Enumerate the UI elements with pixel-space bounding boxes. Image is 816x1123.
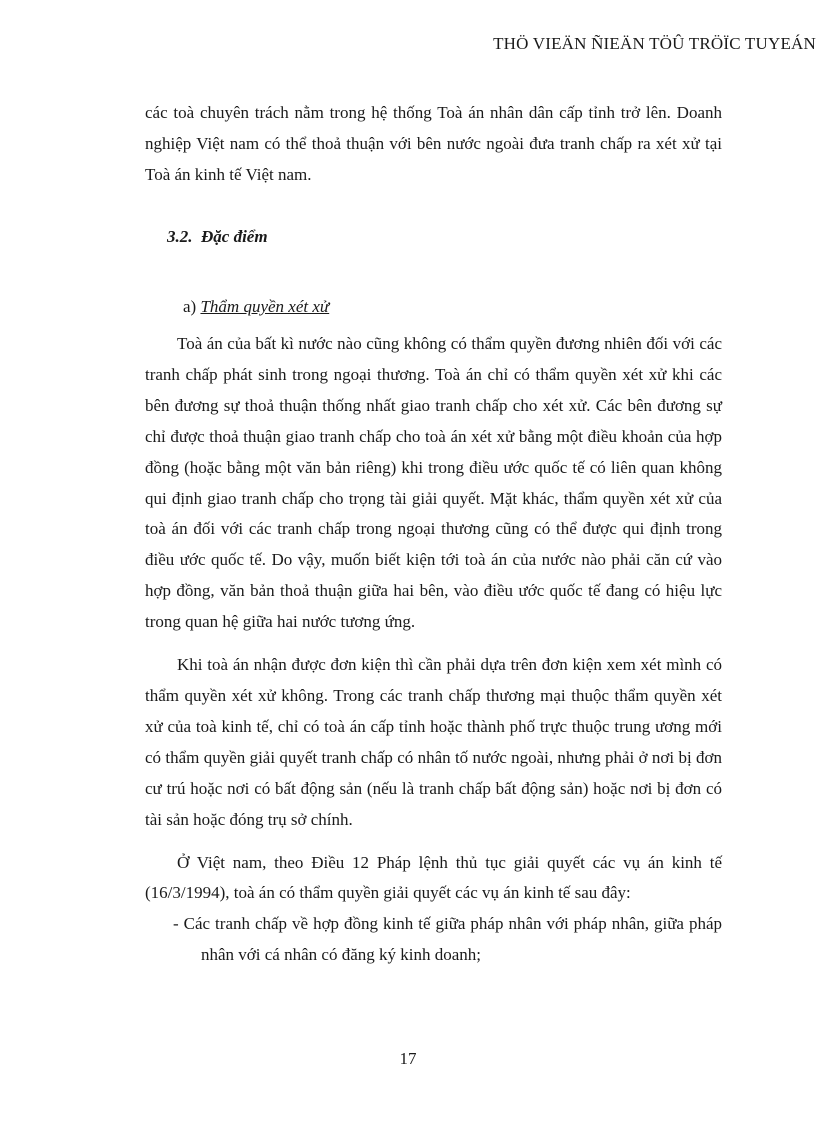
subsection-heading (183, 297, 329, 317)
body-paragraph: Ở Việt nam, theo Điều 12 Pháp lệnh thủ tục giải quyết các vụ án kinh tế (16/3/1994), toà án có thẩm quyền giải quyết các vụ án kinh tế sau đây: (145, 852, 722, 903)
intro-block (145, 98, 722, 191)
body-paragraph: Khi toà án nhận được đơn kiện thì cần phải dựa trên đơn kiện xem xét mình có thẩm quyền xét xử không. Trong các tranh chấp thương mại thuộc thẩm quyền xét xử của toà kinh tế, chỉ có toà án cấp tỉnh hoặc thành phố trực thuộc trung ương mới có thẩm quyền giải quyết tranh chấp có nhân tố nước ngoài, nhưng phải ở nơi bị đơn cư trú hoặc nơi có bất động sản (nếu là tranh chấp bất động sản) hoặc nơi bị đơn có tài sản hoặc đóng trụ sở chính. (145, 655, 722, 829)
page-number: 17 (399, 1049, 417, 1068)
section-heading (167, 227, 268, 247)
intro-paragraph: các toà chuyên trách nằm trong hệ thống Toà án nhân dân cấp tỉnh trở lên. Doanh nghiệp Việt nam có thể thoả thuận với bên nước ngoài đưa tranh chấp ra xét xử tại Toà án kinh tế Việt nam. (145, 103, 722, 184)
section-title: Đặc điểm (201, 227, 268, 246)
section-number: 3.2. (167, 227, 193, 246)
list-item: - Các tranh chấp về hợp đồng kinh tế giữa pháp nhân với pháp nhân, giữa pháp nhân với cá nhân có đăng ký kinh doanh; (173, 914, 722, 965)
subsection-title: Thẩm quyền xét xử (200, 297, 330, 316)
body-block (145, 329, 722, 971)
body-paragraph: Toà án của bất kì nước nào cũng không có thẩm quyền đương nhiên đối với các tranh chấp phát sinh trong ngoại thương. Toà án chỉ có thẩm quyền xét xử khi các bên đương sự thoả thuận thống nhất giao tranh chấp cho xét xử. Các bên đương sự chỉ được thoả thuận giao tranh chấp cho toà án xét xử bằng một điều khoản của hợp đồng (hoặc bằng một văn bản riêng) khi trong điều ước quốc tế có liên quan không qui định giao tranh chấp cho trọng tài giải quyết. Mặt khác, thẩm quyền xét xử của toà án đối với các tranh chấp trong ngoại thương cũng có thể được qui định trong điều ước quốc tế. Do vậy, muốn biết kiện tới toà án của nước nào phải căn cứ vào hợp đồng, văn bản thoả thuận giữa hai bên, vào điều ước quốc tế đang có hiệu lực trong quan hệ giữa hai nước tương ứng. (145, 334, 722, 632)
running-header: THÖ VIEÄN ÑIEÄN TÖÛ TRÖÏC TUYEÁN (493, 34, 816, 53)
subsection-marker: a) (183, 297, 197, 316)
